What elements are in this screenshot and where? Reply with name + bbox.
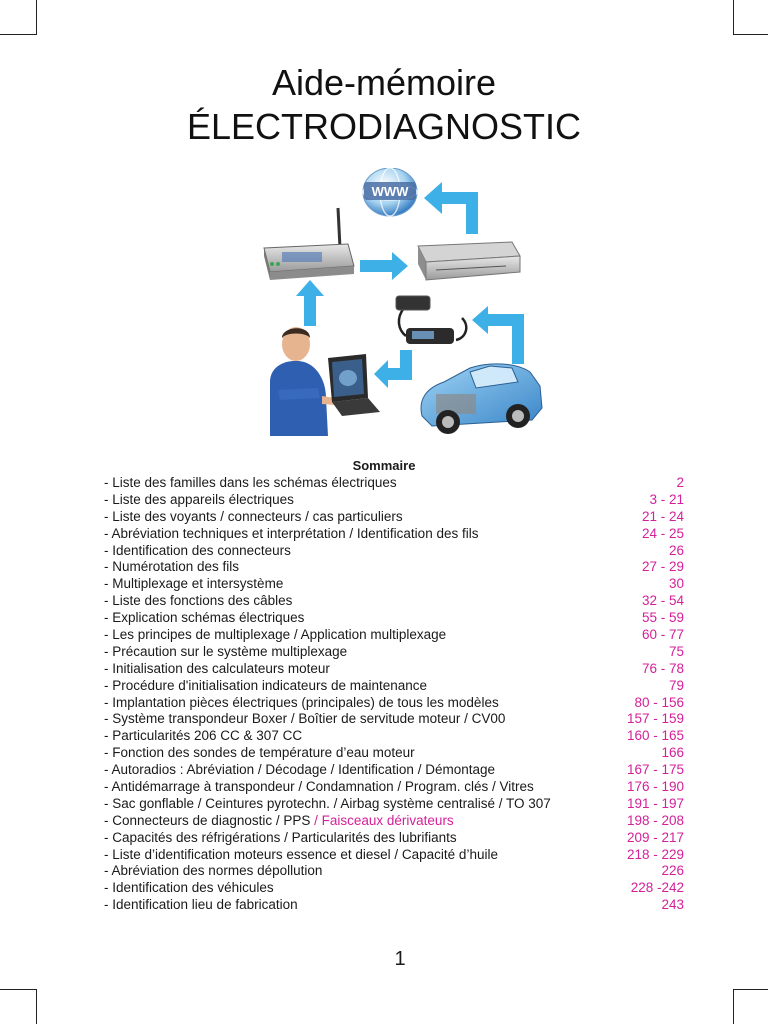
crop-mark-bottom-right <box>733 989 768 1024</box>
toc-entry-label <box>104 813 454 830</box>
toc-entry-label <box>104 847 498 864</box>
page-number: 1 <box>394 948 406 970</box>
toc-entry-label <box>104 897 298 914</box>
modem-icon <box>418 242 520 280</box>
arrow-laptop-to-router <box>296 280 324 326</box>
table-of-contents <box>104 475 684 914</box>
toc-entry <box>104 475 684 492</box>
toc-entry-title: - Système transpondeur Boxer / Boîtier de servitude moteur / CV00 <box>104 711 506 727</box>
toc-entry-label <box>104 593 292 610</box>
toc-entry-pages: 226 <box>661 863 684 879</box>
toc-entry <box>104 576 684 593</box>
toc-entry <box>104 711 684 728</box>
toc-entry-label <box>104 526 478 543</box>
toc-entry-pages: 32 - 54 <box>641 593 684 609</box>
diagnostic-network-illustration <box>256 168 546 440</box>
toc-entry-title: - Antidémarrage à transpondeur / Condamnation / Program. clés / Vitres <box>104 779 534 795</box>
toc-entry <box>104 492 684 509</box>
toc-entry-label <box>104 762 495 779</box>
globe-label: WWW <box>371 184 409 199</box>
toc-entry <box>104 543 684 560</box>
toc-entry-pages: 228 -242 <box>630 880 684 896</box>
arrow-router-to-modem <box>360 252 408 280</box>
toc-entry-label <box>104 796 551 813</box>
toc-entry-pages: 27 - 29 <box>641 559 684 575</box>
toc-entry-pages: 60 - 77 <box>641 627 684 643</box>
toc-entry <box>104 830 684 847</box>
toc-entry-label <box>104 830 457 847</box>
toc-entry <box>104 509 684 526</box>
toc-entry-title: - Abréviation des normes dépollution <box>104 863 323 879</box>
toc-entry-title: - Identification des connecteurs <box>104 542 291 558</box>
arrow-car-to-interface <box>472 306 524 364</box>
toc-entry <box>104 644 684 661</box>
toc-entry-title: - Procédure d'initialisation indicateurs de maintenance <box>104 677 428 693</box>
toc-entry-label <box>104 576 283 593</box>
toc-entry-title: - Particularités 206 CC & 307 CC <box>104 728 303 744</box>
toc-entry-pages: 166 <box>661 745 684 761</box>
crop-mark-top-right <box>733 0 768 35</box>
toc-entry <box>104 627 684 644</box>
toc-entry-label <box>104 475 397 492</box>
toc-entry-pages: 157 - 159 <box>626 711 684 727</box>
crop-mark-bottom-left <box>0 989 37 1024</box>
car-icon <box>421 364 542 434</box>
toc-entry-label <box>104 711 505 728</box>
toc-entry <box>104 897 684 914</box>
toc-entry-title: - Numérotation des fils <box>104 559 240 575</box>
toc-entry-title: - Liste des appareils électriques <box>104 491 294 507</box>
toc-entry <box>104 678 684 695</box>
toc-entry-label <box>104 627 446 644</box>
toc-entry-label <box>104 678 427 695</box>
toc-entry <box>104 610 684 627</box>
toc-entry-pages: 21 - 24 <box>641 508 684 524</box>
toc-entry <box>104 880 684 897</box>
toc-entry-label <box>104 880 274 897</box>
toc-entry <box>104 745 684 762</box>
toc-entry-title: - Identification lieu de fabrication <box>104 897 298 913</box>
toc-entry-label <box>104 610 304 627</box>
toc-entry-label <box>104 492 294 509</box>
toc-entry <box>104 863 684 880</box>
toc-entry-pages: 191 - 197 <box>626 795 684 811</box>
toc-entry <box>104 695 684 712</box>
toc-entry-pages: 3 - 21 <box>649 491 684 507</box>
toc-entry-title: - Fonction des sondes de température d’eau moteur <box>104 745 415 761</box>
toc-heading: Sommaire <box>352 458 416 473</box>
toc-entry <box>104 847 684 864</box>
toc-entry-label <box>104 695 499 712</box>
toc-entry-title: - Capacités des réfrigérations / Particularités des lubrifiants <box>104 829 457 845</box>
toc-entry <box>104 559 684 576</box>
toc-entry-pages: 55 - 59 <box>641 610 684 626</box>
toc-entry-pages: 198 - 208 <box>626 812 684 828</box>
toc-entry <box>104 728 684 745</box>
arrow-to-globe <box>424 182 478 234</box>
toc-entry-title: - Liste des familles dans les schémas électriques <box>104 475 397 490</box>
toc-entry-label <box>104 661 330 678</box>
toc-entry-pages: 76 - 78 <box>641 660 684 676</box>
toc-entry-label <box>104 559 239 576</box>
toc-entry-pages: 167 - 175 <box>626 762 684 778</box>
toc-entry-pages: 2 <box>676 475 684 490</box>
toc-entry <box>104 762 684 779</box>
toc-entry-pages: 24 - 25 <box>641 525 684 541</box>
toc-entry-title: - Précaution sur le système multiplexage <box>104 643 348 659</box>
toc-entry <box>104 813 684 830</box>
toc-entry-pages: 79 <box>668 677 684 693</box>
toc-entry-title: - Identification des véhicules <box>104 880 274 896</box>
technician-with-laptop <box>270 327 380 436</box>
toc-entry-pages: 80 - 156 <box>634 694 684 710</box>
toc-entry-label <box>104 728 302 745</box>
toc-entry-label <box>104 745 415 762</box>
toc-entry-pages: 243 <box>661 897 684 913</box>
toc-entry-pages: 26 <box>668 542 684 558</box>
toc-entry <box>104 661 684 678</box>
toc-entry-title: - Implantation pièces électriques (principales) de tous les modèles <box>104 694 499 710</box>
toc-entry-pages: 75 <box>668 643 684 659</box>
arrow-interface-to-laptop <box>374 350 412 388</box>
toc-entry-title: - Liste des fonctions des câbles <box>104 593 293 609</box>
toc-entry <box>104 526 684 543</box>
toc-entry <box>104 779 684 796</box>
toc-entry-label <box>104 543 291 560</box>
toc-entry-title: - Autoradios : Abréviation / Décodage / Identification / Démontage <box>104 762 495 778</box>
wireless-router-icon <box>264 208 354 280</box>
toc-entry-title: - Connecteurs de diagnostic / PPS <box>104 812 311 828</box>
toc-entry-title: - Explication schémas électriques <box>104 610 305 626</box>
toc-entry-title: - Liste des voyants / connecteurs / cas particuliers <box>104 508 403 524</box>
toc-entry-pages: 176 - 190 <box>626 779 684 795</box>
toc-entry-pages: 209 - 217 <box>626 829 684 845</box>
toc-entry-title: - Liste d’identification moteurs essence et diesel / Capacité d’huile <box>104 846 498 862</box>
title-line-2: ÉLECTRODIAGNOSTIC <box>186 106 582 147</box>
toc-entry-label <box>104 779 534 796</box>
toc-entry-title: - Sac gonflable / Ceintures pyrotechn. / Airbag système centralisé / TO 307 <box>104 795 551 811</box>
toc-entry-pages: 30 <box>668 576 684 592</box>
toc-entry-label <box>104 644 347 661</box>
toc-entry-title: - Initialisation des calculateurs moteur <box>104 660 330 676</box>
crop-mark-top-left <box>0 0 37 35</box>
toc-entry-title: - Les principes de multiplexage / Application multiplexage <box>104 627 447 643</box>
diagnostic-interface-icon <box>396 296 466 344</box>
toc-entry-pages: 160 - 165 <box>626 728 684 744</box>
toc-entry <box>104 593 684 610</box>
title-line-1: Aide-mémoire <box>271 62 497 103</box>
toc-entry-title: - Abréviation techniques et interprétation / Identification des fils <box>104 525 479 541</box>
toc-entry-label <box>104 509 403 526</box>
globe-icon <box>363 168 417 216</box>
toc-entry-title-accent: / Faisceaux dérivateurs <box>310 812 454 828</box>
toc-entry-title: - Multiplexage et intersystème <box>104 576 284 592</box>
toc-entry-pages: 218 - 229 <box>626 846 684 862</box>
toc-entry-label <box>104 863 322 880</box>
toc-entry <box>104 796 684 813</box>
